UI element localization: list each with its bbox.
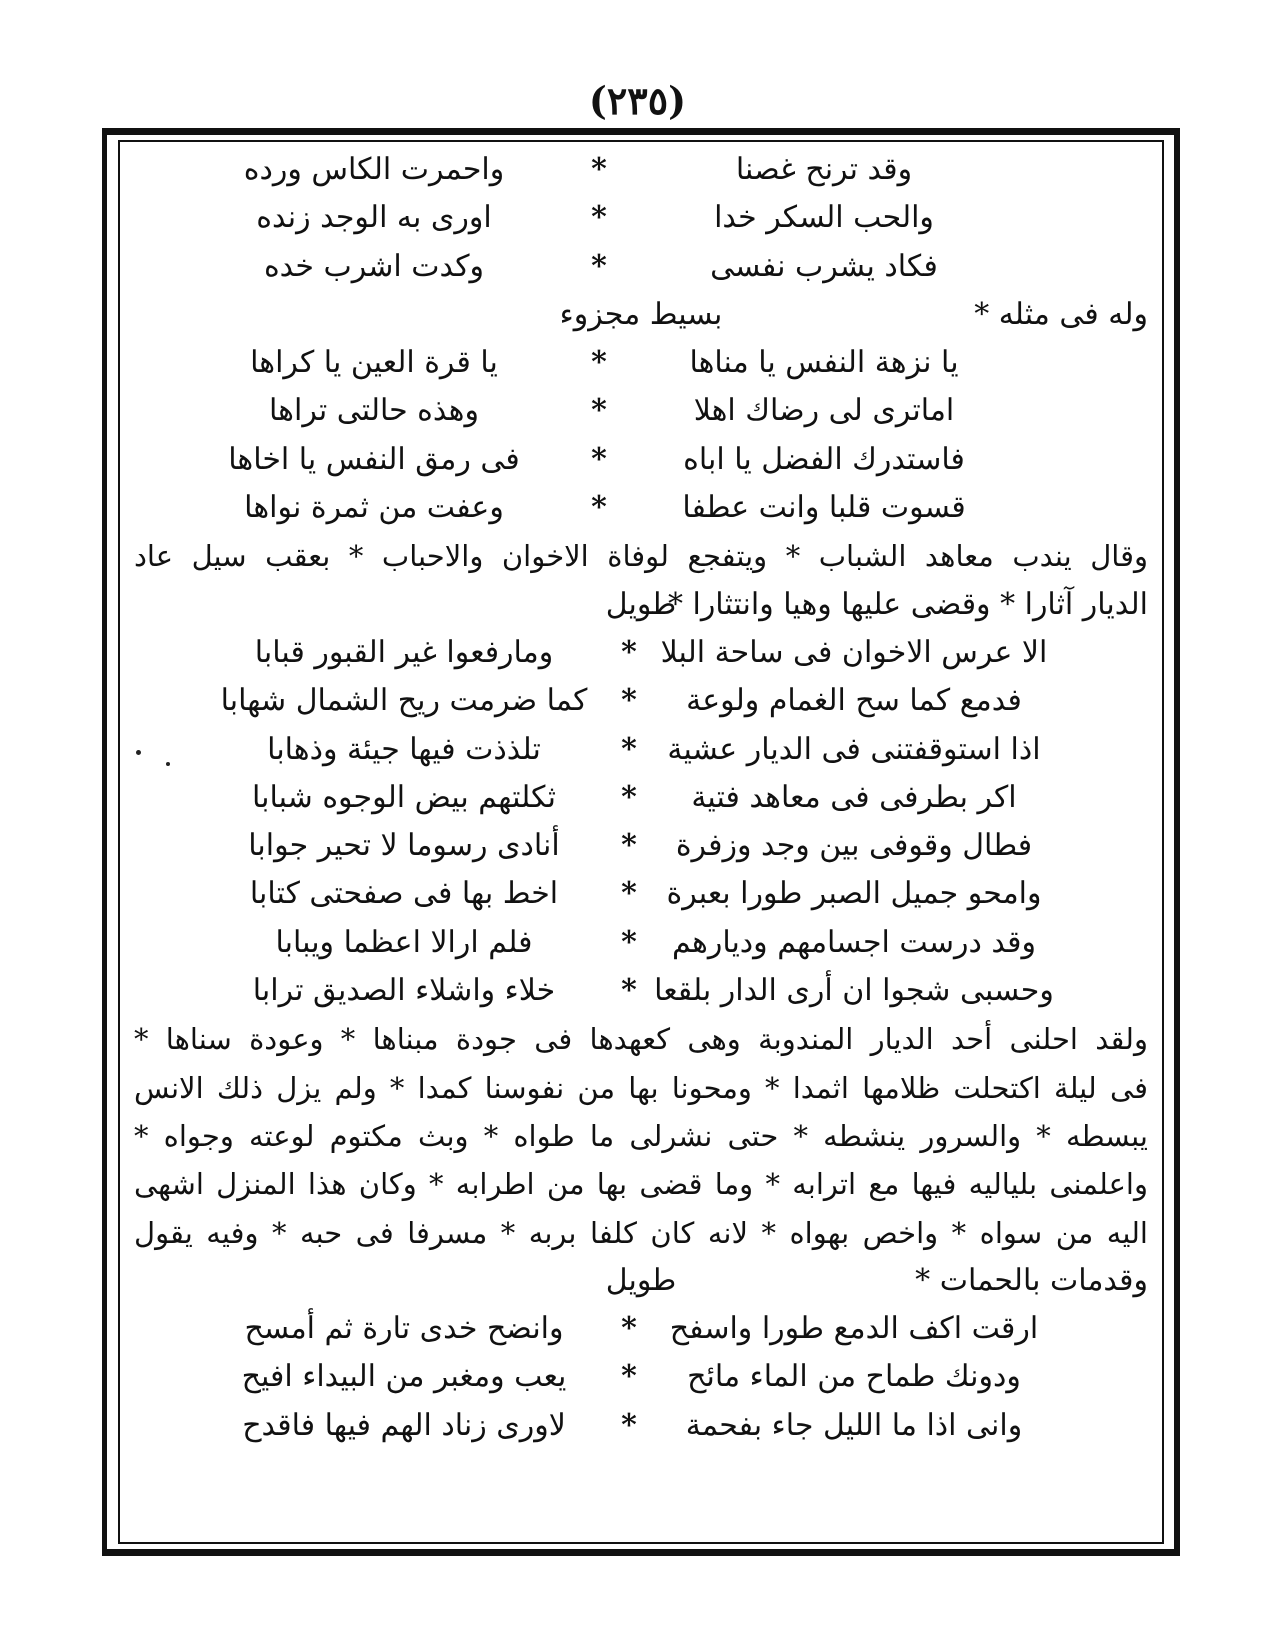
section-header xyxy=(128,291,1154,339)
hemistich-second: واحمرت الكاس ورده xyxy=(243,152,505,187)
page-number: (٢٣٥) xyxy=(588,78,687,123)
prose-line: ولقد احلنى أحد الديار المندوبة وهى كعهدها فى جودة مبناها * وعودة سناها * xyxy=(134,1022,1148,1057)
hemistich-first: اكر بطرفى فى معاهد فتية xyxy=(691,779,1017,815)
prose-text: وقدمات بالحمات * xyxy=(915,1262,1148,1298)
hemistich-second: اخط بها فى صفحتى كتابا xyxy=(249,876,559,912)
hemistich-second: ومارفعوا غير القبور قبابا xyxy=(254,634,554,670)
verse-separator: * xyxy=(621,1311,637,1347)
hemistich-first: والحب السكر خدا xyxy=(714,200,934,236)
verse-line xyxy=(128,339,1154,387)
hemistich-first: وانى اذا ما الليل جاء بفحمة xyxy=(685,1407,1023,1443)
hemistich-second: فى رمق النفس يا اخاها xyxy=(228,441,520,477)
header-attribution: وله فى مثله * xyxy=(974,296,1148,332)
hemistich-second: ثكلتهم بيض الوجوه شبابا xyxy=(251,779,556,815)
verse-separator: * xyxy=(621,1359,637,1395)
verse-line xyxy=(128,774,1154,822)
hemistich-second: وكدت اشرب خده xyxy=(263,248,485,284)
prose-line: فى ليلة اكتحلت ظلامها اثمدا * ومحونا بها من نفوسنا كمدا * ولم يزل ذلك الانس xyxy=(134,1070,1148,1105)
hemistich-first: اذا استوقفتنى فى الديار عشية xyxy=(667,731,1041,767)
verse-separator: * xyxy=(621,828,637,864)
hemistich-first: يا نزهة النفس يا مناها xyxy=(689,345,959,381)
verse-line xyxy=(128,822,1154,870)
verse-separator: * xyxy=(591,441,607,477)
verse-separator: * xyxy=(621,779,637,815)
hemistich-second: تلذذت فيها جيئة وذهابا xyxy=(267,731,541,767)
hemistich-first: ودونك طماح من الماء مائح xyxy=(687,1359,1021,1395)
hemistich-first: فكاد يشرب نفسى xyxy=(710,248,938,284)
prose-text: الديار آثارا * وقضى عليها وهيا وانتثارا * xyxy=(667,586,1148,622)
hemistich-first: فطال وقوفى بين وجد وزفرة xyxy=(675,828,1033,864)
verse-separator: * xyxy=(621,876,637,912)
prose-line: واعلمنى بلياليه فيها مع اترابه * وما قضى بها من اطرابه * وكان هذا المنزل اشهى xyxy=(134,1167,1148,1202)
verse-line xyxy=(128,1353,1154,1401)
prose-line xyxy=(128,1257,1154,1305)
hemistich-first: وامحو جميل الصبر طورا بعبرة xyxy=(666,876,1042,912)
verse-line xyxy=(128,484,1154,532)
hemistich-second: كما ضرمت ريح الشمال شهابا xyxy=(220,683,588,719)
hemistich-first: وقد ترنح غصنا xyxy=(735,152,913,187)
verse-line xyxy=(128,146,1154,194)
hemistich-second: لاورى زناد الهم فيها فاقدح xyxy=(242,1407,566,1443)
hemistich-second: وعفت من ثمرة نواها xyxy=(244,490,504,526)
verse-line xyxy=(128,870,1154,918)
verse-line xyxy=(128,967,1154,1015)
verse-separator: * xyxy=(591,490,607,526)
verse-line xyxy=(128,1305,1154,1353)
hemistich-second: فلم ارالا اعظما ويبابا xyxy=(275,924,533,960)
hemistich-first: وحسبى شجوا ان أرى الدار بلقعا xyxy=(654,973,1054,1009)
prose-line xyxy=(128,581,1154,629)
verse-line xyxy=(128,436,1154,484)
hemistich-second: خلاء واشلاء الصديق ترابا xyxy=(252,973,556,1009)
hemistich-second: يا قرة العين يا كراها xyxy=(250,345,498,381)
verse-separator: * xyxy=(621,1407,637,1443)
page-body xyxy=(128,146,1154,1450)
verse-line xyxy=(128,677,1154,725)
hemistich-second: أنادى رسوما لا تحير جوابا xyxy=(248,828,560,864)
hemistich-first: فاستدرك الفضل يا اباه xyxy=(683,441,965,477)
prose-line: وقال يندب معاهد الشباب * ويتفجع لوفاة الاخوان والاحباب * بعقب سيل عاد xyxy=(134,539,1148,574)
hemistich-first: اماترى لى رضاك اهلا xyxy=(693,393,955,429)
verse-separator: * xyxy=(621,924,637,960)
verse-separator: * xyxy=(621,731,637,767)
verse-line xyxy=(128,1402,1154,1450)
verse-separator: * xyxy=(591,200,607,236)
hemistich-second: اورى به الوجد زنده xyxy=(256,200,492,236)
verse-separator: * xyxy=(591,393,607,429)
verse-line xyxy=(128,919,1154,967)
verse-separator: * xyxy=(621,973,637,1009)
verse-separator: * xyxy=(621,683,637,719)
verse-separator: * xyxy=(591,152,607,187)
hemistich-first: الا عرس الاخوان فى ساحة البلا xyxy=(660,634,1048,670)
verse-separator: * xyxy=(591,248,607,284)
meter-name: بسيط مجزوء xyxy=(559,296,723,332)
hemistich-first: فدمع كما سح الغمام ولوعة xyxy=(686,683,1022,719)
hemistich-first: وقد درست اجسامهم وديارهم xyxy=(672,924,1036,960)
verse-line xyxy=(128,243,1154,291)
prose-line: اليه من سواه * واخص بهواه * لانه كان كلفا بربه * مسرفا فى حبه * وفيه يقول xyxy=(134,1215,1148,1250)
meter-name: طويل xyxy=(605,1262,677,1298)
verse-line xyxy=(128,194,1154,242)
hemistich-second: وهذه حالتى تراها xyxy=(269,393,479,429)
verse-line xyxy=(128,629,1154,677)
verse-separator: * xyxy=(621,634,637,670)
meter-name: طويل xyxy=(605,586,677,622)
hemistich-second: يعب ومغبر من البيداء افيح xyxy=(241,1359,567,1395)
verse-line xyxy=(128,387,1154,435)
prose-line: يبسطه * والسرور ينشطه * حتى نشرلى ما طواه * وبث مكتوم لوعته وجواه * xyxy=(134,1118,1148,1153)
verse-line xyxy=(128,726,1154,774)
hemistich-first: ارقت اكف الدمع طورا واسفح xyxy=(669,1311,1039,1347)
hemistich-first: قسوت قلبا وانت عطفا xyxy=(682,490,966,526)
verse-separator: * xyxy=(591,345,607,381)
hemistich-second: وانضح خدى تارة ثم أمسح xyxy=(244,1311,564,1347)
